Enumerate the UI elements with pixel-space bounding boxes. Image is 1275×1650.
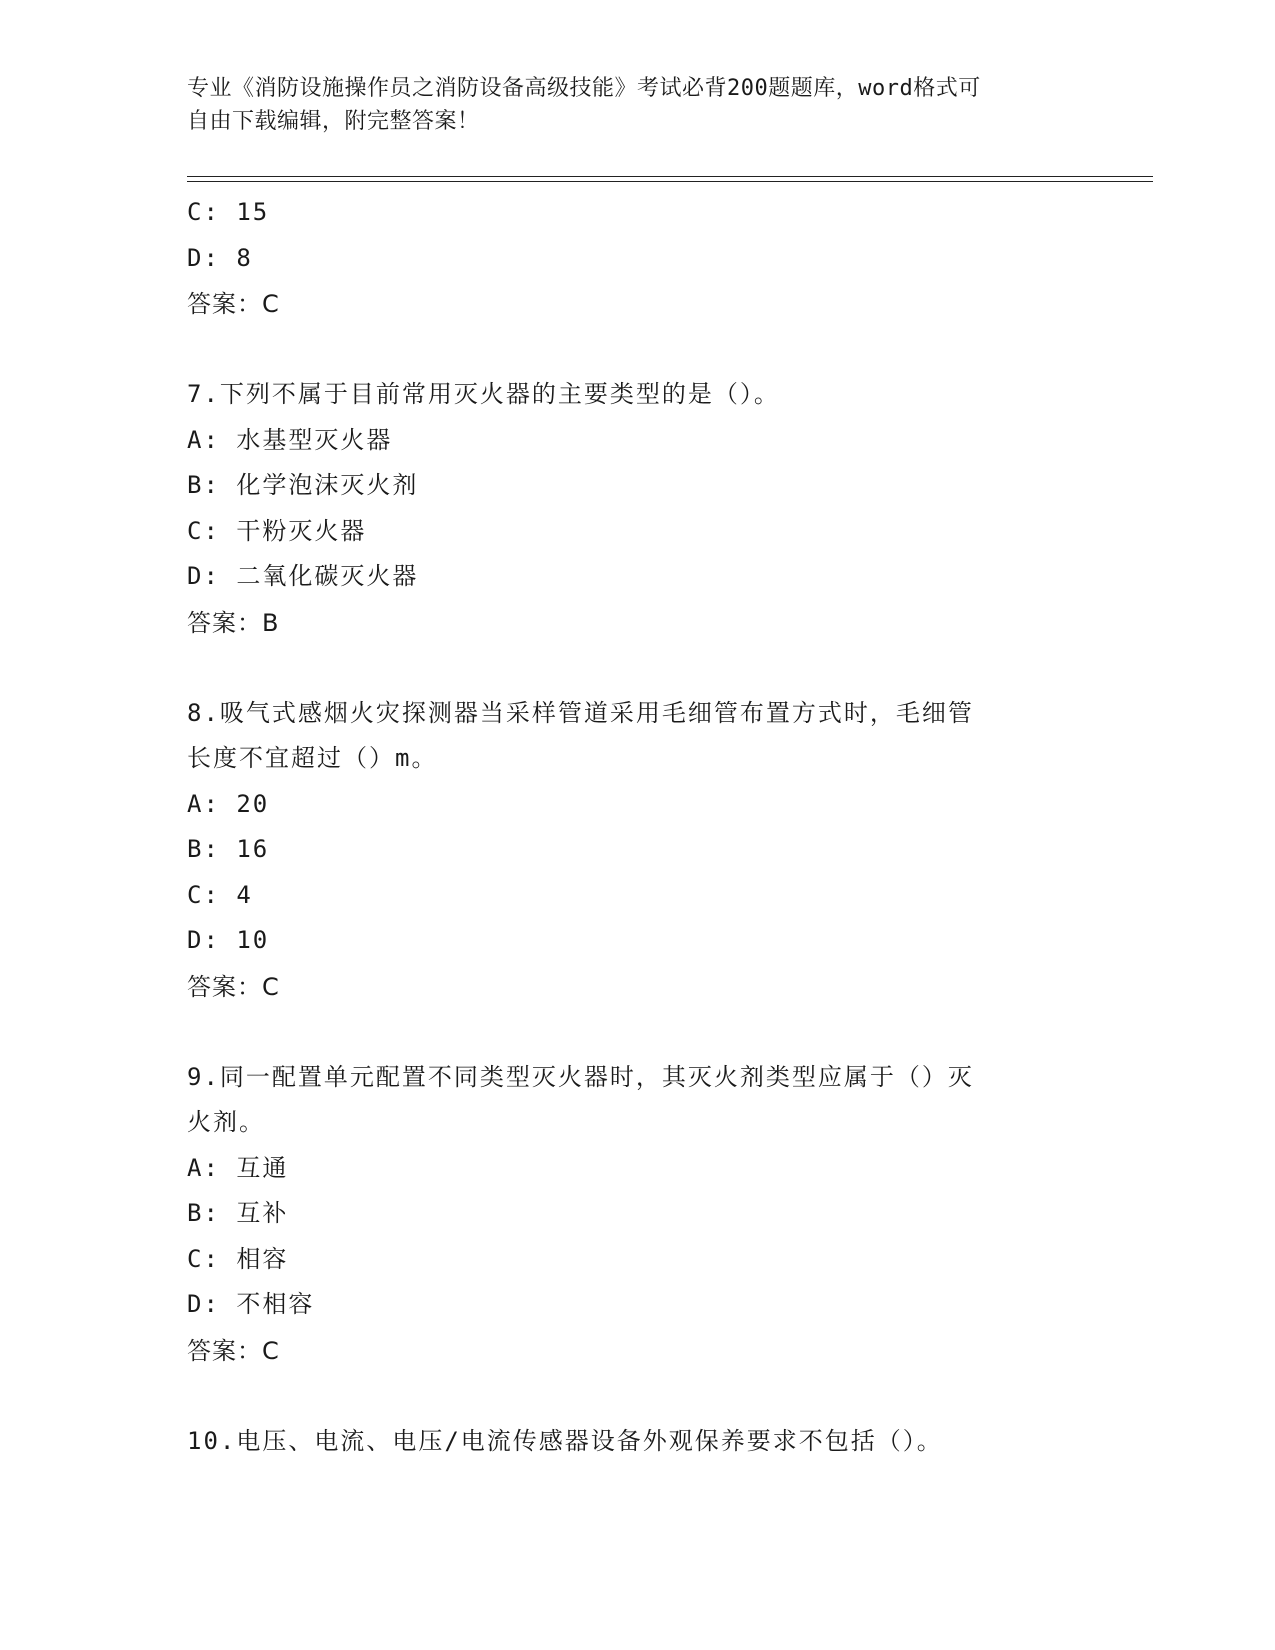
question-text-line-2: 长度不宜超过（）m。 [187, 744, 438, 772]
option-c: C: 相容 [187, 1244, 289, 1273]
option-c: C: 4 [187, 880, 253, 909]
question-7 [187, 372, 1087, 646]
option-c: C: 干粉灭火器 [187, 516, 367, 545]
document-header [187, 72, 1067, 138]
question-text: 7.下列不属于目前常用灭火器的主要类型的是（）。 [187, 380, 780, 408]
question-fragment [187, 190, 1087, 327]
option-d: D: 10 [187, 926, 270, 954]
question-text-line-2: 火剂。 [187, 1108, 265, 1136]
header-line-2: 自由下载编辑，附完整答案！ [187, 109, 480, 134]
option-b: B: 化学泡沫灭火剂 [187, 471, 419, 499]
option-c: C: 15 [187, 198, 270, 226]
answer: 答案：C [187, 1336, 280, 1365]
document-body [187, 190, 1087, 1464]
header-line-1: 专业《消防设施操作员之消防设备高级技能》考试必背200题题库，word格式可 [187, 76, 981, 101]
question-8 [187, 691, 1087, 1010]
header-rule-top [187, 176, 1153, 177]
option-a: A: 水基型灭火器 [187, 425, 393, 454]
answer: 答案：C [187, 972, 280, 1001]
question-text: 10.电压、电流、电压/电流传感器设备外观保养要求不包括（）。 [187, 1426, 943, 1455]
option-b: B: 16 [187, 835, 270, 863]
option-d: D: 不相容 [187, 1290, 315, 1318]
option-d: D: 8 [187, 243, 253, 272]
question-9 [187, 1055, 1087, 1374]
header-rule-bottom [187, 181, 1153, 182]
option-d: D: 二氧化碳灭火器 [187, 562, 419, 590]
answer: 答案：B [187, 608, 280, 637]
option-a: A: 20 [187, 789, 270, 818]
option-b: B: 互补 [187, 1199, 289, 1227]
question-text-line-1: 9.同一配置单元配置不同类型灭火器时，其灭火剂类型应属于（）灭 [187, 1062, 974, 1091]
option-a: A: 互通 [187, 1153, 289, 1182]
answer: 答案：C [187, 290, 280, 318]
question-text-line-1: 8.吸气式感烟火灾探测器当采样管道采用毛细管布置方式时，毛细管 [187, 698, 974, 727]
question-10 [187, 1419, 1087, 1465]
